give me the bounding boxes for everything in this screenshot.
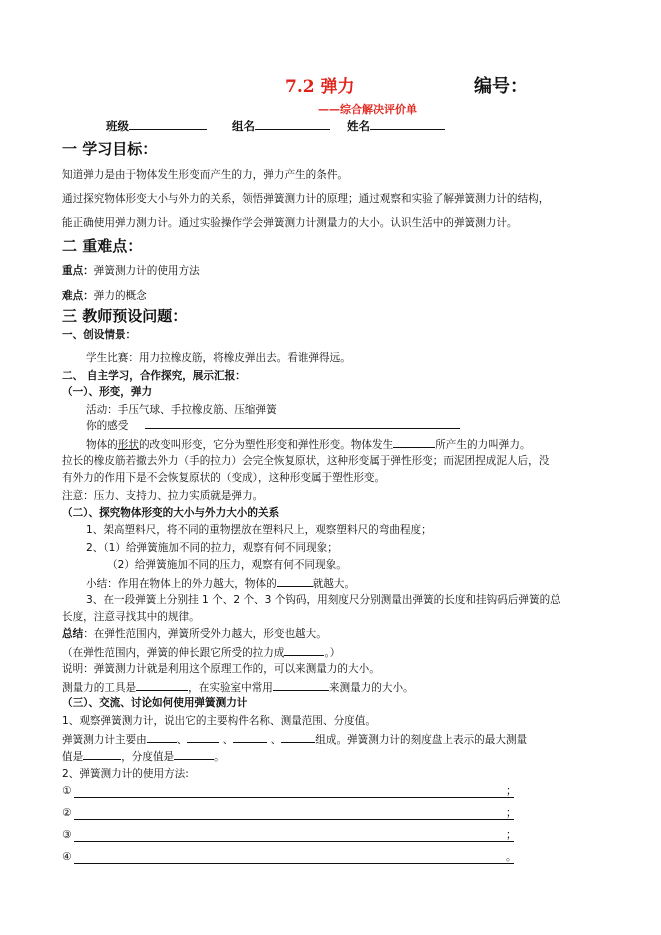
part2-heading: （二）、探究物体形变的大小与外力大小的关系 xyxy=(62,507,280,519)
conclusion-label: 总结 xyxy=(62,628,84,640)
max-value-blank[interactable] xyxy=(83,748,121,760)
difficult-text: 弹力的概念 xyxy=(93,290,147,302)
item-2a: 2、（1）给弹簧施加不同的拉力，观察有何不同现象； xyxy=(86,542,338,554)
name-field xyxy=(347,117,445,134)
tool-statement xyxy=(62,679,414,695)
tool-text-c: 来测量力的大小。 xyxy=(328,682,414,694)
scenario-heading: 一、创设情景： xyxy=(62,329,137,341)
def-shape: 形状 xyxy=(117,439,139,451)
step-2-number: ② xyxy=(62,807,72,819)
subtitle: ——综合解决评价单 xyxy=(318,103,417,116)
name-label: 姓名 xyxy=(347,119,370,133)
item-2b: （2）给弹簧施加不同的压力，观察有何不同现象。 xyxy=(107,559,347,571)
class-blank[interactable] xyxy=(129,117,207,130)
group-blank[interactable] xyxy=(255,117,330,130)
range-text-b: 。） xyxy=(324,647,341,659)
range-statement xyxy=(62,644,340,660)
division-blank[interactable] xyxy=(174,748,214,760)
feeling-field xyxy=(86,419,128,433)
class-field xyxy=(106,117,207,134)
summary xyxy=(86,575,355,591)
comp-sep-1: 、 xyxy=(176,734,188,746)
section-heading-keypoints: 二 重难点： xyxy=(62,237,143,255)
conclusion xyxy=(62,627,327,641)
comp-text-b: 组成。弹簧测力计的刻度盘上表示的最大测量 xyxy=(315,734,528,746)
tool-text-b: ，在实验室中常用 xyxy=(188,682,273,694)
components-statement xyxy=(62,731,527,747)
step-2-blank[interactable] xyxy=(74,819,514,820)
goal-line-3: 能正确使用弹力测力计。通过实验操作学会弹簧测力计测量力的大小。认识生活中的弹簧测力计。 xyxy=(62,217,518,229)
value-text-b: ，分度值是 xyxy=(121,751,175,763)
section-heading-questions: 三 教师预设问题： xyxy=(62,307,188,325)
comp-sep-2: 、 xyxy=(222,734,234,746)
key-point xyxy=(62,264,200,278)
def-blank[interactable] xyxy=(393,436,435,448)
comp-blank-4[interactable] xyxy=(281,731,315,743)
step-3-end: ； xyxy=(506,829,517,841)
key-label: 重点： xyxy=(62,265,94,277)
range-text-a: （在弹性范围内，弹簧的伸长跟它所受的拉力成 xyxy=(62,647,285,659)
value-statement xyxy=(62,748,225,764)
step-1-end: ； xyxy=(506,785,517,797)
summary-text-a: 小结：作用在物体上的外力越大，物体的 xyxy=(86,578,277,590)
comp-blank-3[interactable] xyxy=(233,731,267,743)
tool-text-a: 测量力的工具是 xyxy=(62,682,137,694)
number-label: 编号： xyxy=(474,76,528,97)
scenario-text: 学生比赛：用力拉橡皮筋，将橡皮弹出去。看谁弹得远。 xyxy=(86,352,351,364)
def-text-c: 所产生的力叫弹力。 xyxy=(435,439,531,451)
value-text-c: 。 xyxy=(214,751,225,763)
group-label: 组名 xyxy=(232,119,255,133)
self-study-heading: 二、 自主学习，合作探究，展示汇报： xyxy=(62,370,246,382)
comp-blank-1[interactable] xyxy=(147,731,177,743)
def-text-b: 的改变叫形变，它分为塑性形变和弹性形变。物体发生 xyxy=(138,439,394,451)
deformation-definition xyxy=(86,436,531,452)
def-text-a: 物体的 xyxy=(86,439,118,451)
tool-blank-1[interactable] xyxy=(136,679,188,691)
summary-text-b: 就越大。 xyxy=(312,578,356,590)
difficult-point xyxy=(62,289,147,303)
step-4-end: 。 xyxy=(506,851,517,863)
step-4-blank[interactable] xyxy=(74,863,514,864)
difficult-label: 难点： xyxy=(62,290,94,302)
value-text-a: 值是 xyxy=(62,751,84,763)
item-3-line-1: 3、在一段弹簧上分别挂 1 个、2 个、3 个钩码，用刻度尺分别测量出弹簧的长度和挂钩码后弹簧的总 xyxy=(86,594,561,606)
goal-line-2: 通过探究物体形变大小与外力的关系，领悟弹簧测力计的原理；通过观察和实验了解弹簧测力计的结构， xyxy=(62,193,550,205)
comp-sep-3: 、 xyxy=(270,734,282,746)
feeling-label: 你的感受 xyxy=(86,420,129,432)
activity-text: 活动：手压气球、手拉橡皮筋、压缩弹簧 xyxy=(86,404,277,416)
usage-heading: 2、弹簧测力计的使用方法: xyxy=(62,768,189,780)
conclusion-text: ：在弹性范围内，弹簧所受外力越大，形变也越大。 xyxy=(83,628,327,640)
goal-line-1: 知道弹力是由于物体发生形变而产生的力，弹力产生的条件。 xyxy=(62,169,349,181)
name-blank[interactable] xyxy=(370,117,445,130)
document-title: 7.2 弹力 xyxy=(285,77,355,97)
comp-text-a: 弹簧测力计主要由 xyxy=(62,734,147,746)
step-3-blank[interactable] xyxy=(74,841,514,842)
key-text: 弹簧测力计的使用方法 xyxy=(93,265,200,277)
step-2-end: ； xyxy=(506,807,517,819)
group-field xyxy=(232,117,330,134)
step-3-number: ③ xyxy=(62,829,72,841)
step-1-number: ① xyxy=(62,785,72,797)
step-4-number: ④ xyxy=(62,851,72,863)
class-label: 班级 xyxy=(106,119,129,133)
explanation: 说明：弹簧测力计就是利用这个原理工作的，可以来测量力的大小。 xyxy=(62,663,380,675)
stretch-line-2: 有外力的作用下是不会恢复原状的（变成），这种形变属于塑性形变。 xyxy=(62,472,386,484)
step-1-blank[interactable] xyxy=(74,797,514,798)
item-3-line-2: 长度，注意寻找其中的规律。 xyxy=(62,611,200,623)
comp-blank-2[interactable] xyxy=(187,731,219,743)
tool-blank-2[interactable] xyxy=(273,679,329,691)
observe-text: 1、观察弹簧测力计，说出它的主要构件名称、测量范围、分度值。 xyxy=(62,715,376,727)
note-text: 注意：压力、支持力、拉力实质就是弹力。 xyxy=(62,490,264,502)
part3-heading: （三）、交流、讨论如何使用弹簧测力计 xyxy=(62,697,248,709)
summary-blank[interactable] xyxy=(277,575,313,587)
item-1: 1、架高塑料尺，将不同的重物摆放在塑料尺上，观察塑料尺的弯曲程度； xyxy=(86,524,432,536)
stretch-line-1: 拉长的橡皮筋若撤去外力（手的拉力）会完全恢复原状，这种形变属于弹性形变；而泥团捏成泥人后，没 xyxy=(62,455,550,467)
part1-heading: （一）、形变，弹力 xyxy=(62,386,153,398)
section-heading-goals: 一 学习目标： xyxy=(62,140,158,158)
range-blank[interactable] xyxy=(284,644,324,656)
feeling-blank[interactable] xyxy=(145,428,460,429)
